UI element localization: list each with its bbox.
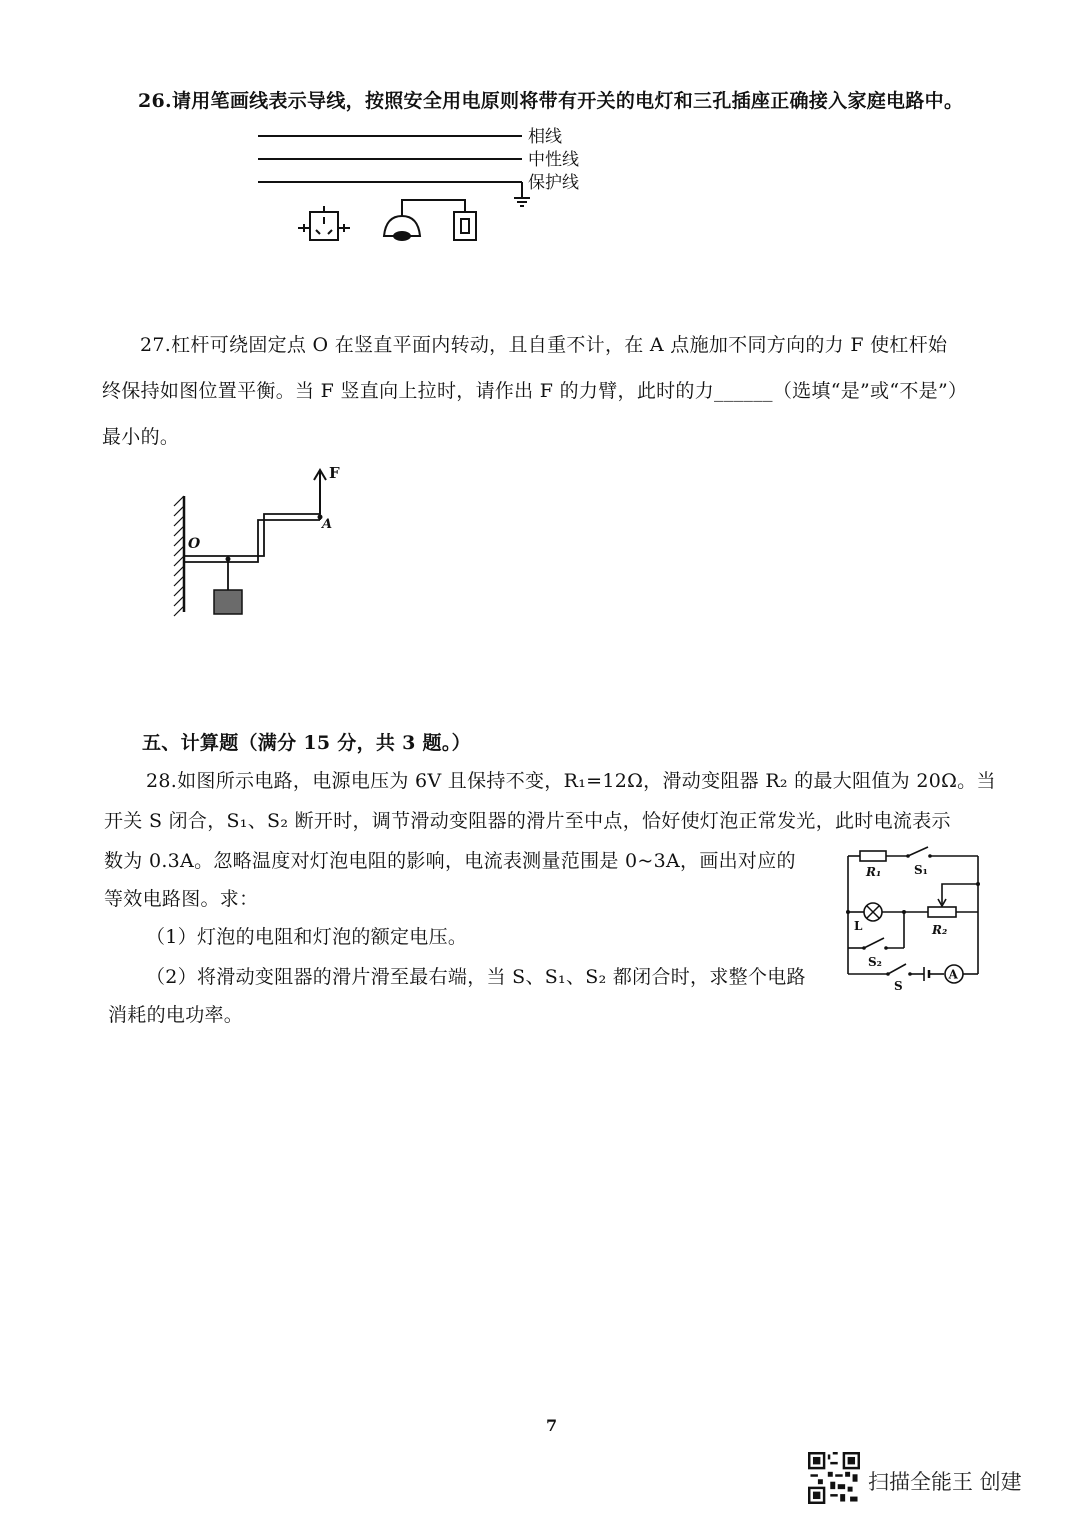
q28-line4: 等效电路图。求： — [104, 888, 259, 910]
qr-code-icon — [808, 1452, 860, 1504]
weight-block — [214, 590, 242, 614]
q28-circuit-figure — [838, 844, 988, 994]
label-O: O — [188, 536, 201, 552]
q28-sub2b: 消耗的电功率。 — [108, 1004, 244, 1026]
rheostat-R2 — [928, 907, 956, 917]
switch-icon — [454, 212, 476, 240]
section5-heading: 五、计算题（满分 15 分，共 3 题。） — [142, 732, 471, 754]
label-ammeter: A — [948, 967, 958, 982]
wire-label-neutral: 中性线 — [528, 150, 579, 170]
q26-text: 26.请用笔画线表示导线，按照安全用电原则将带有开关的电灯和三孔插座正确接入家庭电路中。 — [138, 90, 964, 112]
scanner-brand: 扫描全能王 创建 — [868, 1470, 1022, 1494]
q28-line3: 数为 0.3A。忽略温度对灯泡电阻的影响，电流表测量范围是 0~3A，画出对应的 — [104, 850, 796, 872]
q28-line1: 28.如图所示电路，电源电压为 6V 且保持不变，R₁=12Ω，滑动变阻器 R₂ 的最大阻值为 20Ω。当 — [146, 770, 996, 792]
q27-line1: 27.杠杆可绕固定点 O 在竖直平面内转动，且自重不计，在 A 点施加不同方向的力 F 使杠杆始 — [140, 334, 948, 356]
q27-lever-figure — [160, 462, 360, 622]
label-R2: R₂ — [932, 923, 948, 937]
q28-line2: 开关 S 闭合，S₁、S₂ 断开时，调节滑动变阻器的滑片至中点，恰好使灯泡正常发光，此时电流表示 — [104, 810, 951, 832]
switch-S2 — [864, 938, 884, 948]
label-S2: S₂ — [868, 955, 882, 969]
q26-figure — [250, 120, 610, 250]
page-number: 7 — [546, 1416, 558, 1435]
label-S1: S₁ — [914, 863, 928, 877]
switch-S — [888, 964, 906, 974]
resistor-R1 — [860, 851, 886, 861]
wire-label-live: 相线 — [528, 127, 562, 147]
q27-line3: 最小的。 — [102, 426, 180, 448]
label-L: L — [854, 919, 863, 933]
lamp-icon — [384, 200, 465, 241]
label-R1: R₁ — [866, 865, 882, 879]
q28-sub2a: （2）将滑动变阻器的滑片滑至最右端，当 S、S₁、S₂ 都闭合时，求整个电路 — [146, 966, 806, 988]
socket-icon — [298, 206, 350, 240]
label-S: S — [894, 979, 903, 993]
switch-S1 — [908, 847, 928, 856]
label-A: A — [322, 517, 333, 532]
wire-label-ground: 保护线 — [528, 173, 579, 193]
q27-line2: 终保持如图位置平衡。当 F 竖直向上拉时，请作出 F 的力臂，此时的力______（选填“是”或“不是”） — [102, 380, 968, 402]
q28-sub1: （1）灯泡的电阻和灯泡的额定电压。 — [146, 926, 468, 948]
label-F: F — [329, 464, 340, 482]
